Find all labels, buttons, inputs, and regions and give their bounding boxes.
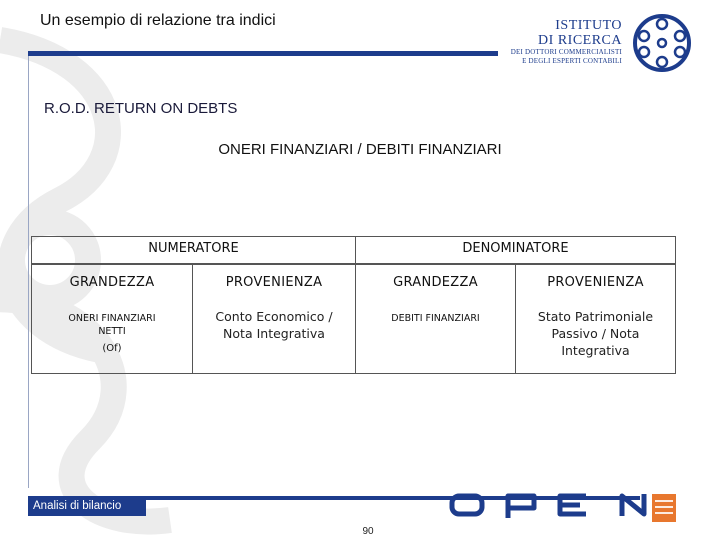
denominator-source-value: [516, 308, 675, 359]
numerator-source-value: [193, 308, 355, 342]
logo-line-1: ISTITUTO: [555, 18, 622, 33]
value-line: ONERI FINANZIARI: [68, 313, 156, 324]
value-line: Conto Economico /: [215, 309, 333, 324]
denominator-quantity-value: [356, 312, 515, 325]
column-header: GRANDEZZA: [69, 275, 155, 290]
logo-line-4: E DEGLI ESPERTI CONTABILI: [522, 57, 622, 65]
istituto-logo: [498, 12, 698, 74]
value-symbol: (Of): [102, 343, 122, 354]
value-line: Stato Patrimoniale: [537, 309, 654, 324]
numerator-quantity-column: [32, 265, 193, 373]
page-number: 90: [362, 526, 374, 537]
value-line: Integrativa: [561, 343, 630, 358]
denominator-quantity-column: [355, 265, 515, 373]
footer-label: Analisi di bilancio: [33, 500, 122, 512]
numerator-header: NUMERATORE: [32, 237, 355, 265]
ratio-formula: ONERI FINANZIARI / DEBITI FINANZIARI: [218, 141, 502, 158]
column-header: PROVENIENZA: [225, 275, 323, 290]
ratio-table: [31, 236, 676, 374]
value-line: NETTI: [98, 326, 126, 337]
numerator-quantity-value: [32, 312, 192, 355]
open-badge-icon: [652, 494, 676, 522]
open-logo: [446, 486, 652, 522]
numerator-source-column: [193, 265, 355, 373]
logo-emblem-icon: [632, 12, 692, 74]
ratio-subtitle: R.O.D. RETURN ON DEBTS: [44, 100, 238, 117]
denominator-source-column: [515, 265, 675, 373]
value-line: Nota Integrativa: [223, 326, 325, 341]
value-line: DEBITI FINANZIARI: [391, 313, 480, 324]
title-underline: [28, 51, 498, 56]
column-header: PROVENIENZA: [547, 275, 644, 290]
column-header: GRANDEZZA: [393, 275, 478, 290]
slide-title: Un esempio di relazione tra indici: [40, 12, 276, 29]
value-line: Passivo / Nota: [551, 326, 640, 341]
denominator-header: DENOMINATORE: [355, 237, 675, 265]
logo-line-2: DI RICERCA: [538, 33, 622, 48]
left-border-rule: [28, 56, 29, 488]
logo-line-3: DEI DOTTORI COMMERCIALISTI: [510, 48, 622, 56]
